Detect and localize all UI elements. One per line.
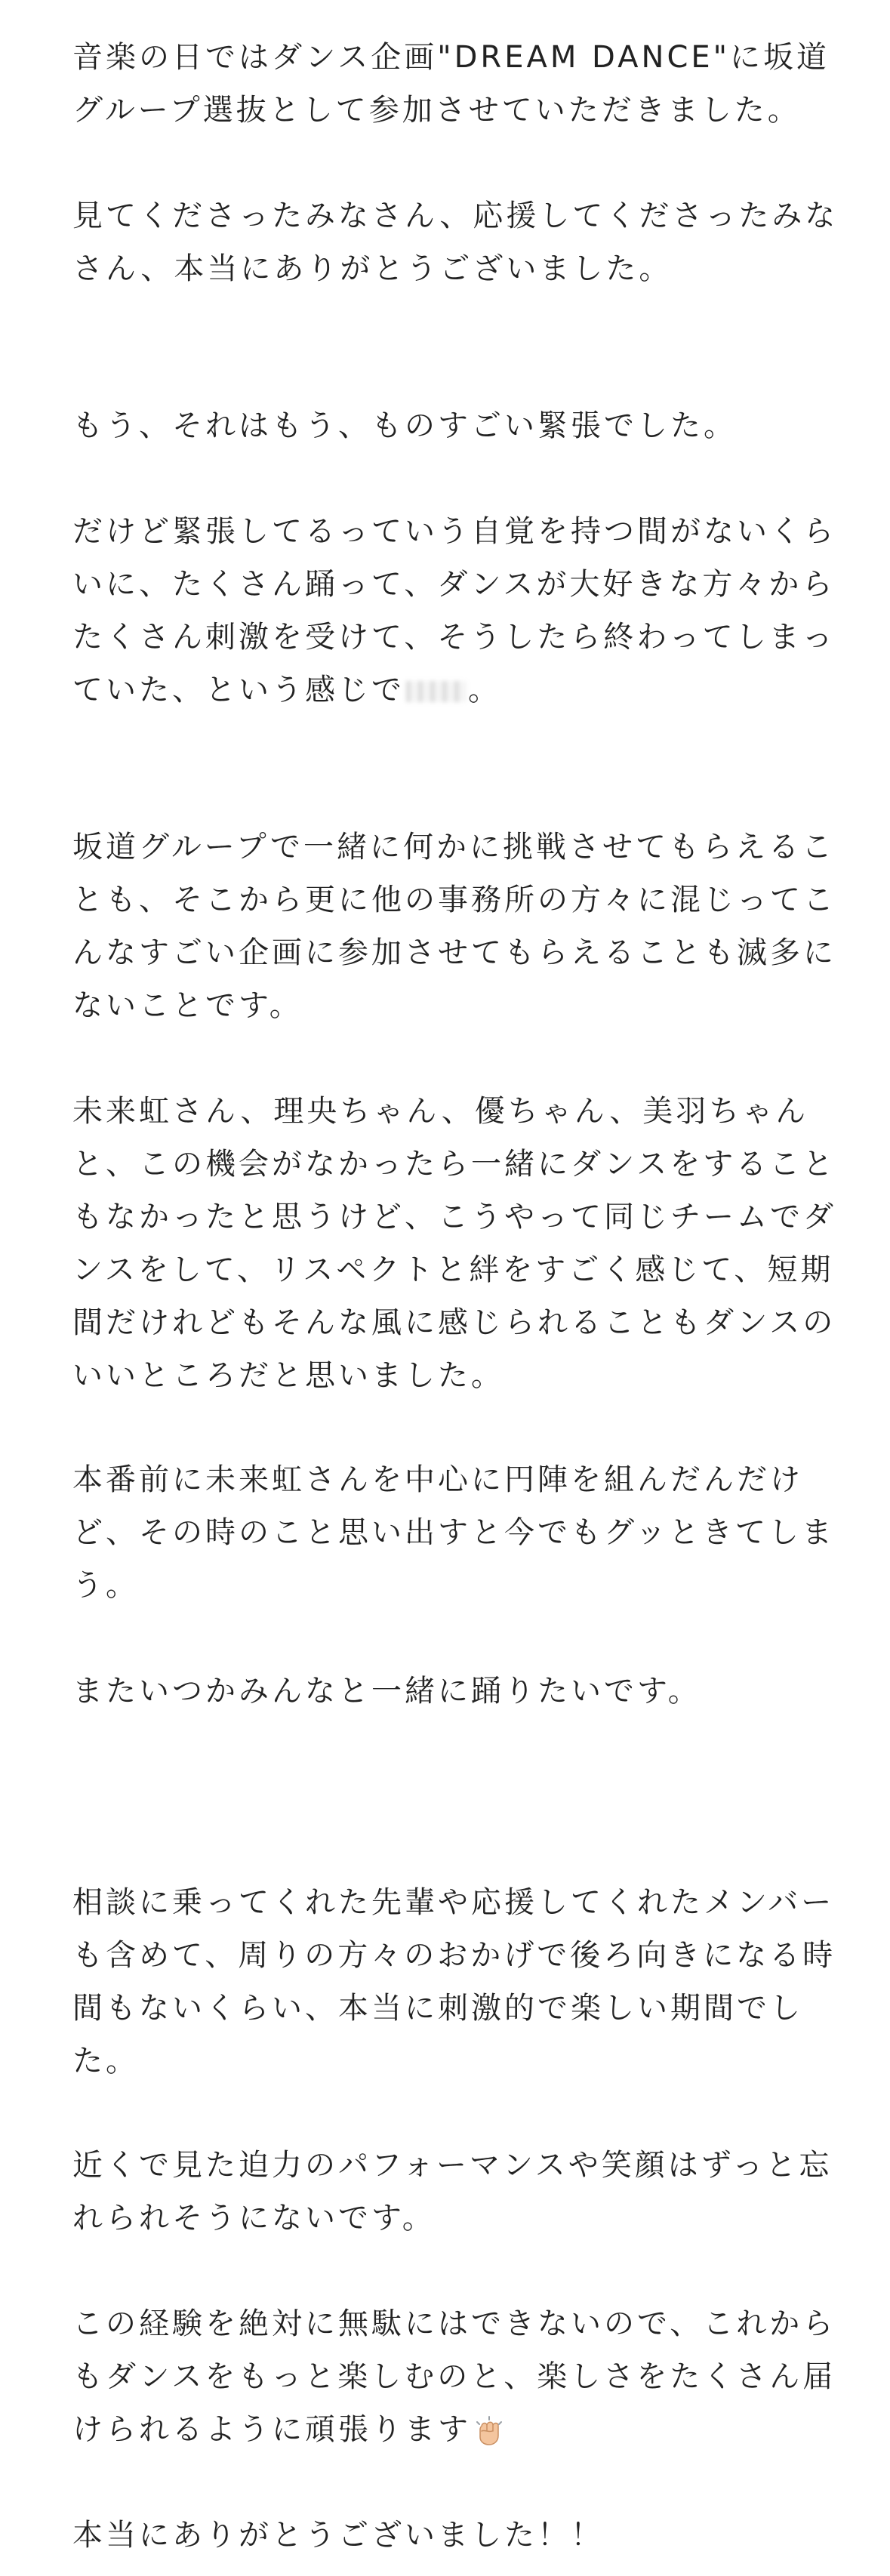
text-line: いに、たくさん踊って、ダンスが大好きな方々から: [72, 567, 836, 602]
text-line: またいつかみんなと一緒に踊りたいです。: [72, 1674, 701, 1709]
text-line: グループ選抜として参加させていただきました。: [72, 93, 801, 128]
text-line: た。: [72, 2044, 139, 2078]
text-line: れられそうにないです。: [72, 2201, 436, 2236]
text-line: と、この機会がなかったら一緒にダンスをすること: [72, 1147, 836, 1182]
raised-fist-emoji-icon: [473, 2414, 506, 2448]
text-line: んなすごい企画に参加させてもらえることも滅多に: [72, 935, 836, 970]
text-line: も含めて、周りの方々のおかげで後ろ向きになる時: [72, 1938, 836, 1973]
text-line: もう、それはもう、ものすごい緊張でした。: [72, 408, 737, 443]
text-line: 間だけれどもそんな風に感じられることもダンスの: [72, 1305, 836, 1340]
text-line: 間もないくらい、本当に刺激的で楽しい期間でし: [72, 1991, 803, 2026]
text-segment: ていた、という感じで: [72, 673, 405, 707]
text-line: 本番前に未来虹さんを中心に円陣を組んだんだけ: [72, 1462, 803, 1497]
text-line: う。: [72, 1568, 139, 1603]
blurred-dots-icon: [406, 681, 467, 702]
text-line: 本当にありがとうございました！！: [72, 2518, 604, 2553]
text-line: 近くで見た迫力のパフォーマンスや笑顔はずっと忘: [72, 2148, 833, 2183]
text-line: もダンスをもっと楽しむのと、楽しさをたくさん届: [72, 2359, 836, 2394]
text-line: ンスをして、リスペクトと絆をすごく感じて、短期: [72, 1253, 834, 1287]
text-line: ないことです。: [72, 988, 303, 1023]
text-line-with-blur: [72, 669, 501, 711]
text-line: 坂道グループで一緒に何かに挑戦させてもらえるこ: [72, 830, 835, 864]
text-line: いいところだと思いました。: [72, 1358, 504, 1393]
text-line: 音楽の日ではダンス企画"DREAM DANCE"に坂道: [72, 40, 830, 75]
text-line: とも、そこから更に他の事務所の方々に混じってこ: [72, 883, 836, 917]
text-line: 相談に乗ってくれた先輩や応援してくれたメンバー: [72, 1885, 835, 1920]
text-line: もなかったと思うけど、こうやって同じチームでダ: [72, 1200, 836, 1234]
text-line: ど、その時のこと思い出すと今でもグッときてしま: [72, 1515, 835, 1550]
text-line: さん、本当にありがとうございました。: [72, 251, 673, 286]
text-line: 見てくださったみなさん、応援してくださったみな: [72, 199, 839, 233]
text-line: 未来虹さん、理央ちゃん、優ちゃん、美羽ちゃん: [72, 1094, 809, 1129]
text-line: たくさん刺激を受けて、そうしたら終わってしまっ: [72, 620, 836, 655]
text-line: この経験を絶対に無駄にはできないので、これから: [72, 2306, 836, 2341]
text-segment: けられるように頑張ります: [72, 2412, 471, 2447]
text-line-with-emoji: [72, 2408, 506, 2451]
text-segment: 。: [468, 673, 501, 707]
text-line: だけど緊張してるっていう自覚を持つ間がないくら: [72, 514, 836, 549]
